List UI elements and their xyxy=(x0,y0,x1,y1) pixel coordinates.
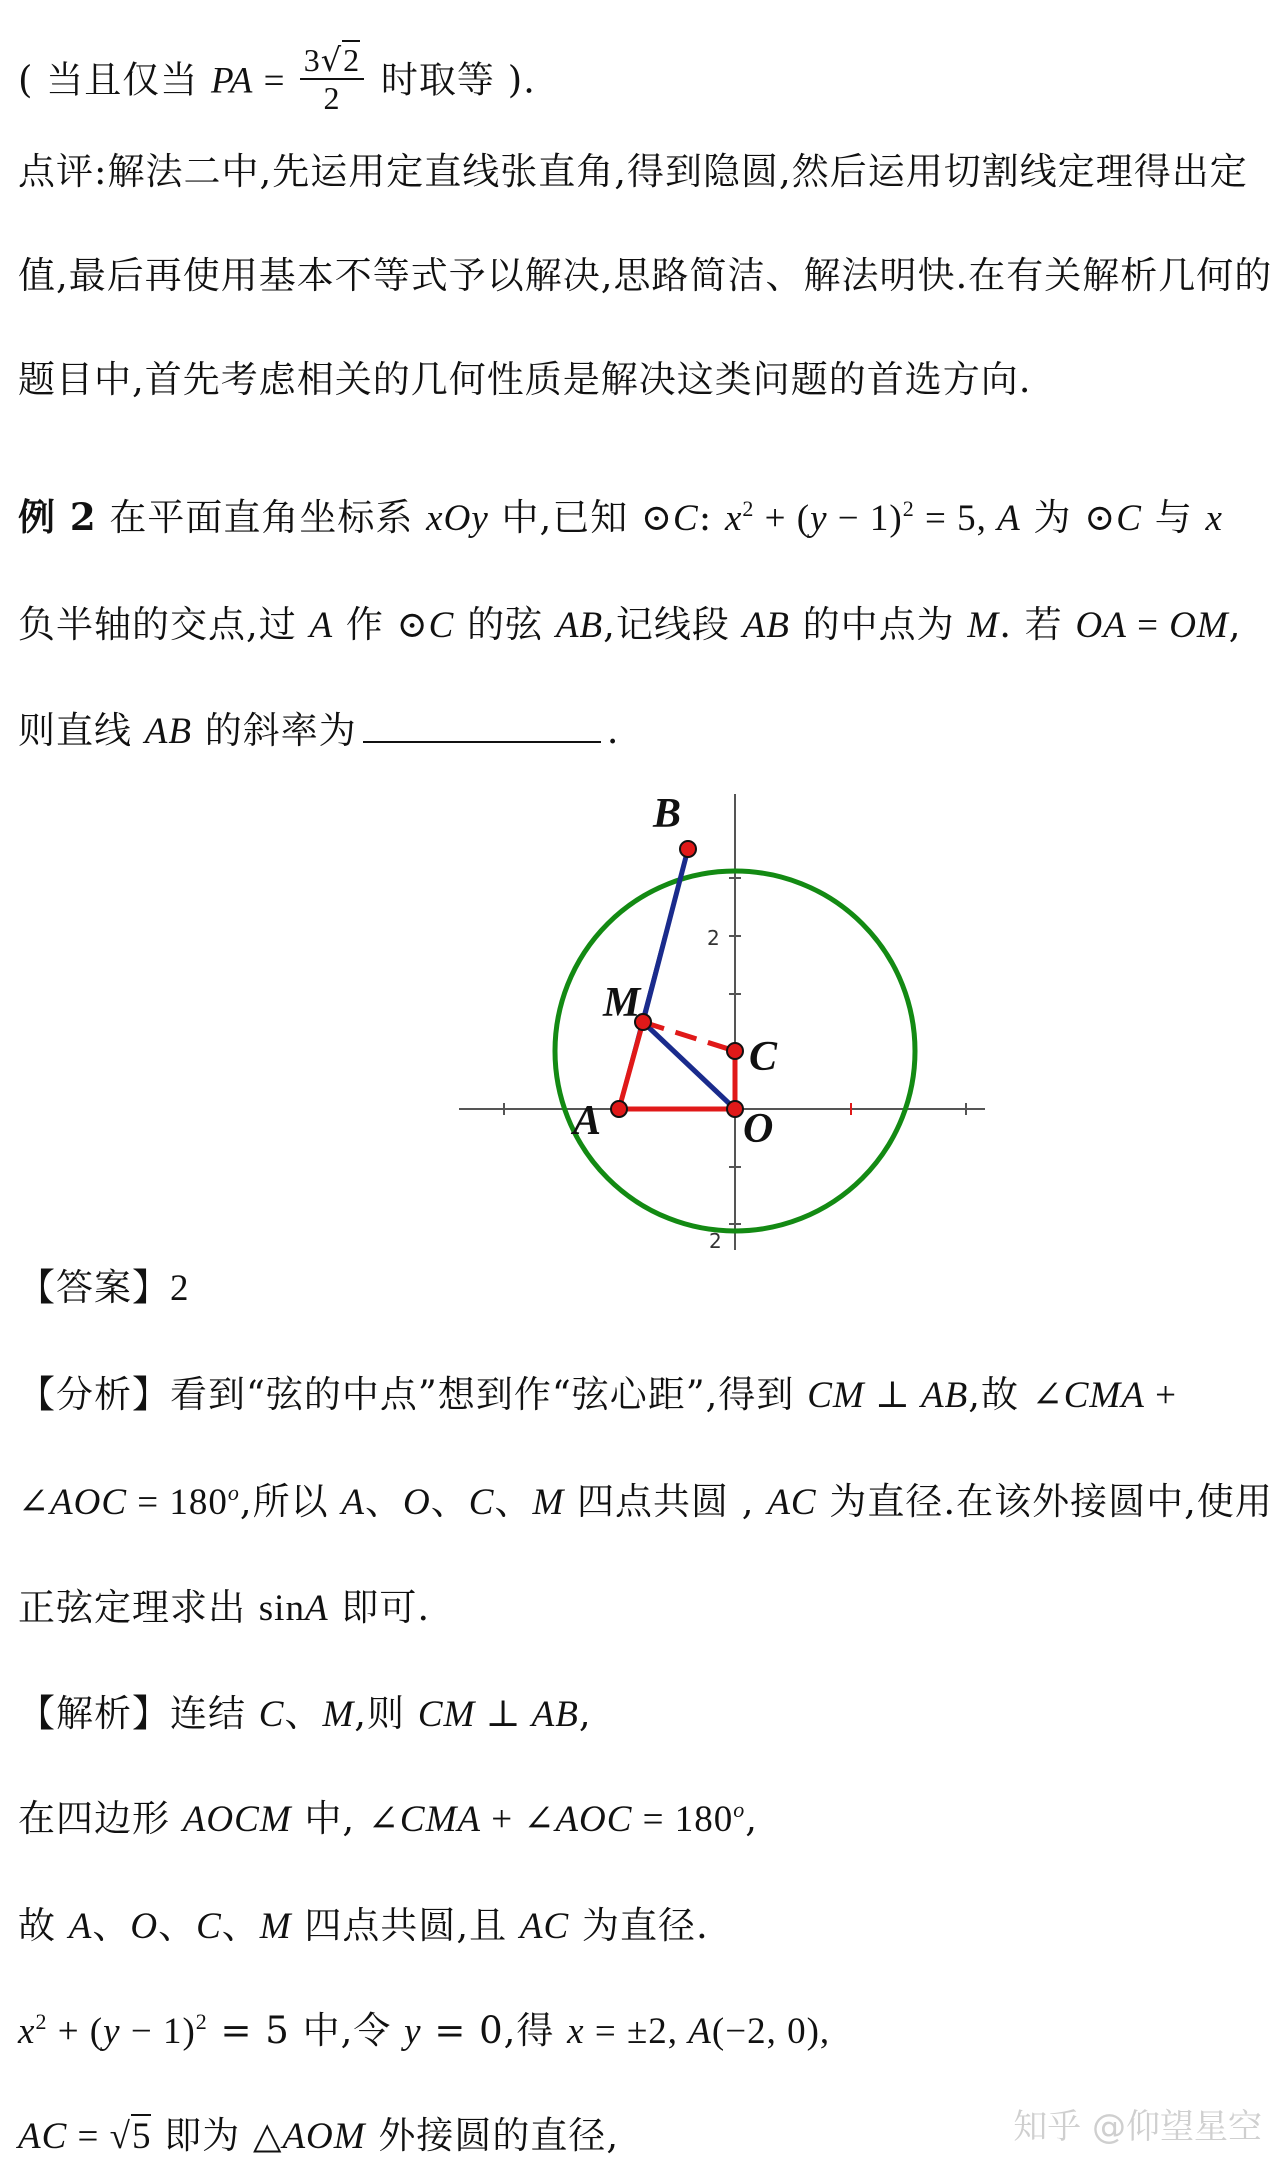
math-var: AB xyxy=(144,711,192,752)
label-a: A xyxy=(573,1098,602,1144)
answer-label: 【答案】 xyxy=(18,1266,170,1309)
math-var: AB xyxy=(531,1694,579,1735)
math-var: AOM xyxy=(282,2116,366,2157)
text: ,则 xyxy=(354,1692,418,1735)
comment-line-3: 题目中,首先考虑相关的几何性质是解决这类问题的首选方向. xyxy=(18,358,1032,401)
label-b: B xyxy=(653,791,682,837)
axes xyxy=(459,794,985,1250)
math-op: = ±2, xyxy=(584,2011,689,2052)
text: 四点共圆,且 xyxy=(291,1904,520,1947)
math-var: A xyxy=(341,1482,366,1523)
math-var: M xyxy=(532,1482,565,1523)
text: 作 ⊙ xyxy=(333,603,429,646)
math-func: sin xyxy=(258,1588,305,1629)
math-var: AC xyxy=(18,2116,68,2157)
comment-line-2: 值,最后再使用基本不等式予以解决,思路简洁、解法明快.在有关解析几何的 xyxy=(18,254,1273,297)
text: 负半轴的交点,过 xyxy=(18,603,310,646)
exponent: 2 xyxy=(35,2009,48,2034)
sqrt-arg: 2 xyxy=(343,42,361,78)
math-var: PA xyxy=(210,60,254,102)
text: 、 xyxy=(430,1480,469,1523)
text: ,所以 xyxy=(239,1480,342,1523)
math-var: A xyxy=(304,1588,329,1629)
text: ,记线段 xyxy=(603,603,743,646)
solution-line-3 xyxy=(18,1902,709,1951)
math-var: C xyxy=(428,605,455,646)
math-var: x xyxy=(724,498,743,539)
math-var: AC xyxy=(767,1482,817,1523)
math-var: AB xyxy=(555,605,604,646)
math-var: A xyxy=(68,1906,93,1947)
math-var: AB xyxy=(742,605,790,646)
math-op: + ( xyxy=(754,498,811,539)
math-var: M xyxy=(259,1906,292,1947)
text-line-1 xyxy=(18,41,536,120)
text: 的中点为 xyxy=(789,603,968,646)
text: 为直径.在该外接圆中,使用 xyxy=(816,1480,1273,1523)
fraction-denominator: 2 xyxy=(323,80,341,116)
text: 的斜率为 xyxy=(191,709,357,752)
text: , xyxy=(1228,603,1242,646)
text: 时取等 ). xyxy=(368,58,536,102)
solution-line-1 xyxy=(18,1690,592,1739)
solution-line-2 xyxy=(18,1795,758,1844)
answer-line xyxy=(18,1264,190,1313)
text: , xyxy=(578,1692,592,1735)
text: 为直径. xyxy=(569,1904,709,1947)
math-var: CM xyxy=(807,1375,865,1416)
math-var: M xyxy=(967,605,1000,646)
text: 与 xyxy=(1141,496,1206,539)
text: 在四边形 xyxy=(18,1797,183,1840)
math-op: ∠ xyxy=(18,1482,51,1523)
fraction xyxy=(300,42,364,116)
math-var: AC xyxy=(519,1906,570,1947)
degree-sign: o xyxy=(733,1797,746,1822)
math-var: A xyxy=(688,2011,712,2052)
math-op: + xyxy=(1144,1375,1177,1416)
text: 中, ∠ xyxy=(291,1797,400,1840)
math-var: O xyxy=(130,1906,159,1947)
text: , xyxy=(745,1797,759,1840)
solution-line-5 xyxy=(18,2112,619,2161)
label-o: O xyxy=(743,1106,774,1152)
answer-value: 2 xyxy=(170,1268,190,1309)
math-var: C xyxy=(196,1906,222,1947)
text: 的弦 xyxy=(454,603,556,646)
text: ,故 ∠ xyxy=(968,1373,1064,1416)
text: 、 xyxy=(158,1904,197,1947)
math-op: = 180 xyxy=(632,1799,734,1840)
text: : xyxy=(698,496,725,539)
point-c xyxy=(727,1043,743,1059)
text: 在平面直角坐标系 xyxy=(96,496,427,539)
text: 看到“弦的中点”想到作“弦心距”,得到 xyxy=(170,1373,808,1416)
point-o xyxy=(727,1101,743,1117)
math-var: x xyxy=(567,2011,585,2052)
label-c: C xyxy=(749,1034,778,1080)
text: 、 xyxy=(92,1904,131,1947)
text: 则直线 xyxy=(18,709,145,752)
comment-line-1: 点评:解法二中,先运用定直线张直角,得到隐圆,然后运用切割线定理得出定 xyxy=(18,150,1248,193)
point-b xyxy=(680,841,696,857)
degree-sign: o xyxy=(227,1480,240,1505)
math-op: + ( xyxy=(47,2011,104,2052)
text: 中,已知 ⊙ xyxy=(488,496,674,539)
math-var: AOC xyxy=(50,1482,128,1523)
exponent: 2 xyxy=(742,496,755,521)
text: 、 xyxy=(221,1904,260,1947)
math-var: CMA xyxy=(1063,1375,1145,1416)
math-op: ⊥ xyxy=(475,1694,532,1735)
math-op: = 5, xyxy=(914,498,998,539)
math-var: A xyxy=(997,498,1021,539)
text: . xyxy=(606,709,620,752)
math-var: CMA xyxy=(399,1799,481,1840)
solution-line-4 xyxy=(18,2007,830,2056)
math-op: − 1) xyxy=(827,498,903,539)
math-var: y xyxy=(404,2011,422,2052)
text: 为 ⊙ xyxy=(1020,496,1117,539)
watermark: 知乎 @仰望星空 xyxy=(1013,2107,1262,2147)
analysis-line-1 xyxy=(18,1371,1177,1420)
segment-mb xyxy=(643,849,688,1022)
text: . 若 xyxy=(999,603,1076,646)
analysis-line-3 xyxy=(18,1584,430,1633)
math-var: x xyxy=(1205,498,1223,539)
math-var: OA xyxy=(1075,605,1127,646)
example-line-3 xyxy=(18,707,620,756)
y-tick-label: 2 xyxy=(707,926,720,950)
geometry-figure xyxy=(455,780,995,1250)
math-num: 3 xyxy=(303,42,321,78)
math-var: y xyxy=(810,498,828,539)
example-line-1 xyxy=(18,493,1223,543)
text: ( 当且仅当 xyxy=(18,58,211,102)
math-var: C xyxy=(673,498,699,539)
math-var: C xyxy=(468,1482,495,1523)
math-op: = 180 xyxy=(127,1482,228,1523)
sqrt-arg: 5 xyxy=(131,2116,152,2157)
math-var: AOC xyxy=(555,1799,633,1840)
fraction-numerator: 3√2 xyxy=(300,42,364,80)
text: 即为 △ xyxy=(151,2114,283,2157)
math-var: AOCM xyxy=(182,1799,292,1840)
solution-label: 【解析】 xyxy=(18,1692,170,1735)
math-op: = xyxy=(253,60,296,102)
exponent: 2 xyxy=(195,2009,208,2034)
answer-blank xyxy=(363,711,601,743)
math-op: − 1) xyxy=(120,2011,196,2052)
math-op: = xyxy=(1126,605,1170,646)
y-tick-label: 2 xyxy=(709,1229,722,1250)
text: 、 xyxy=(365,1480,404,1523)
math-var: O xyxy=(403,1482,431,1523)
segment-am-red xyxy=(619,1022,643,1109)
math-var: AB xyxy=(920,1375,969,1416)
example-label: 例 2 xyxy=(18,495,97,539)
math-var: C xyxy=(1116,498,1142,539)
text: 连结 xyxy=(170,1692,259,1735)
math-var: x xyxy=(18,2011,36,2052)
math-var: xOy xyxy=(426,498,489,539)
text: 正弦定理求出 xyxy=(18,1586,259,1629)
text: 故 xyxy=(18,1904,69,1947)
math-op: = xyxy=(67,2116,110,2157)
text: = 0,得 xyxy=(421,2009,568,2052)
text: 即可. xyxy=(328,1586,431,1629)
analysis-line-2 xyxy=(18,1478,1273,1527)
math-op: ⊥ xyxy=(864,1375,921,1416)
analysis-label: 【分析】 xyxy=(18,1373,170,1416)
math-var: M xyxy=(322,1694,355,1735)
math-op: + ∠ xyxy=(481,1799,556,1840)
sqrt-symbol: √ xyxy=(109,2116,131,2157)
math-var: A xyxy=(309,605,334,646)
label-m: M xyxy=(603,980,641,1026)
text: 、 xyxy=(284,1692,323,1735)
math-var: y xyxy=(103,2011,121,2052)
math-var: CM xyxy=(417,1694,476,1735)
example-line-2 xyxy=(18,601,1242,650)
text: 、 xyxy=(494,1480,533,1523)
point-a xyxy=(611,1101,627,1117)
math-var: C xyxy=(258,1694,285,1735)
text: 四点共圆 , xyxy=(564,1480,768,1523)
math-var: OM xyxy=(1169,605,1229,646)
text: 外接圆的直径, xyxy=(365,2114,620,2157)
math-op: (−2, 0), xyxy=(711,2011,831,2052)
exponent: 2 xyxy=(902,496,915,521)
text: = 5 中,令 xyxy=(207,2009,405,2052)
